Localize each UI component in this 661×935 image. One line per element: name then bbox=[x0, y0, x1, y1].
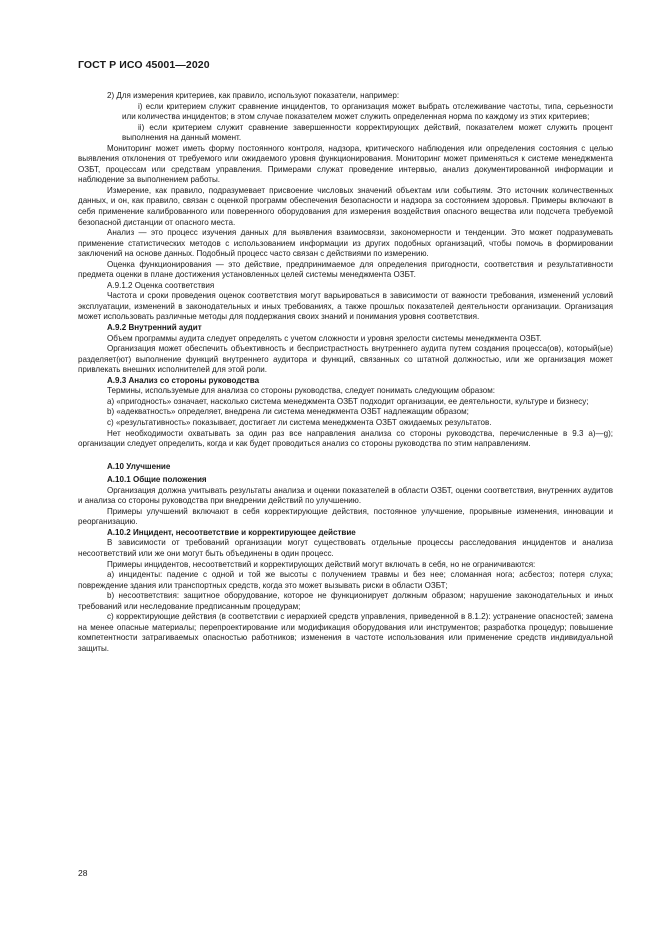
document-header: ГОСТ Р ИСО 45001—2020 bbox=[78, 59, 210, 71]
paragraph: c) «результативность» показывает, достигает ли система менеджмента ОЗБТ ожидаемых результатов. bbox=[107, 417, 492, 427]
section-heading: А.9.2 Внутренний аудит bbox=[107, 323, 202, 333]
paragraph: b) «адекватность» определяет, внедрена ли система менеджмента ОЗБТ надлежащим образом; bbox=[107, 407, 469, 417]
section-heading: А.10.2 Инцидент, несоответствие и корректирующее действие bbox=[107, 527, 356, 537]
section-heading: А.10.1 Общие положения bbox=[107, 475, 207, 485]
section-heading: А.10 Улучшение bbox=[107, 461, 171, 471]
paragraph: Термины, используемые для анализа со стороны руководства, следует понимать следующим образом: bbox=[107, 386, 495, 396]
paragraph: Анализ — это процесс изучения данных для выявления взаимосвязи, закономерности и тенденции. Это может подразумевать применение статистических методов с использованием информации из других подобных организаций, чтобы помочь в формировании заключений на основе данных. Подобный процесс часто связан с действиями по измерению. bbox=[78, 228, 613, 259]
paragraph: c) корректирующие действия (в соответствии с иерархией средств управления, приведенной в 8.1.2): устранение опасностей; замена на менее опасные материалы; перепроектирование или модификация оборудования или инструментов; разработка процедур; повышение компетентности затрагиваемых опасностью работников; изменения в частоте использования или применение средств индивидуальной защиты. bbox=[78, 612, 613, 653]
paragraph: Примеры улучшений включают в себя корректирующие действия, постоянное улучшение, прорывные изменения, инновации и реорганизацию. bbox=[78, 506, 613, 527]
paragraph: a) «пригодность» означает, насколько система менеджмента ОЗБТ подходит организации, ее деятельности, культуре и бизнесу; bbox=[107, 396, 589, 406]
paragraph: i) если критерием служит сравнение инцидентов, то организация может выбрать отслеживание частоты, типа, серьезности или количества инцидентов; в этом случае показателем может служить определенная норма по каждому из этих критериев; bbox=[122, 101, 613, 122]
paragraph: Организация может обеспечить объективность и беспристрастность внутреннего аудита путем создания процесса(ов), который(ые) разделяет(ют) выполнение функций внутреннего аудитора и функций, связанных со штатной должностью, или же организация может привлекать внешних исполнителей для этой роли. bbox=[78, 344, 613, 375]
paragraph: В зависимости от требований организации могут существовать отдельные процессы расследования инцидентов и анализа несоответствий или же они могут быть объединены в один процесс. bbox=[78, 538, 613, 558]
document-body bbox=[78, 91, 613, 654]
paragraph: А.9.1.2 Оценка соответствия bbox=[107, 280, 215, 290]
paragraph: Измерение, как правило, подразумевает присвоение числовых значений объектам или событиям. Это источник количественных данных, и он, как правило, связан с оценкой программ обеспечения безопасности и надзора за состоянием здоровья. Примеры включают в себя применение калиброванного или поверенного оборудования для измерения воздействия опасного вещества или подсчета требуемой безопасной дистанции от опасного места. bbox=[78, 185, 613, 227]
paragraph: Организация должна учитывать результаты анализа и оценки показателей в области ОЗБТ, оценки соответствия, внутренних аудитов и анализа со стороны руководства при внедрении действий по улучшению. bbox=[78, 485, 613, 506]
paragraph: Мониторинг может иметь форму постоянного контроля, надзора, критического наблюдения или определения состояния с целью выявления отклонения от требуемого или ожидаемого уровня функционирования. Мониторинг может применяться к системе менеджмента ОЗБТ, процессам или средствам управления. Примерами служат проведение интервью, анализ документированной информации и наблюдение за выполнением работы. bbox=[78, 143, 613, 185]
paragraph: Нет необходимости охватывать за один раз все направления анализа со стороны руководства, перечисленные в 9.3 a)—g); организации следует определить, когда и как будет проводиться анализ со стороны руководства по этим направлениям. bbox=[78, 428, 613, 449]
paragraph: b) несоответствия: защитное оборудование, которое не функционирует должным образом; нарушение законодательных и иных требований или неследование предписанным процедурам; bbox=[78, 591, 613, 611]
paragraph: Объем программы аудита следует определять с учетом сложности и уровня зрелости системы менеджмента ОЗБТ. bbox=[107, 333, 542, 343]
paragraph: ii) если критерием служит сравнение завершенности корректирующих действий, показателем может служить процент выполнения на данный момент. bbox=[122, 122, 613, 143]
page-number: 28 bbox=[78, 868, 88, 878]
paragraph: a) инциденты: падение с одной и той же высоты с получением травмы и без нее; сломанная нога; асбестоз; потеря слуха; повреждение здания или транспортных средств, когда это может вызывать риски в области ОЗБТ; bbox=[78, 570, 613, 590]
paragraph: Частота и сроки проведения оценок соответствия могут варьироваться в зависимости от важности требования, изменений условий эксплуатации, изменений в законодательных и иных требованиях, а также прошлых показателей деятельности организации. Организация может использовать различные методы для поддержания своих знаний и понимания уровня соответствия. bbox=[78, 291, 613, 322]
section-heading: А.9.3 Анализ со стороны руководства bbox=[107, 375, 260, 385]
paragraph: Оценка функционирования — это действие, предпринимаемое для определения пригодности, соответствия и результативности предмета оценки в плане достижения установленных целей системы менеджмента ОЗБТ. bbox=[78, 259, 613, 280]
paragraph: Примеры инцидентов, несоответствий и корректирующих действий могут включать в себя, но не ограничиваются: bbox=[107, 559, 536, 569]
paragraph: 2) Для измерения критериев, как правило, используют показатели, например: bbox=[107, 91, 400, 100]
